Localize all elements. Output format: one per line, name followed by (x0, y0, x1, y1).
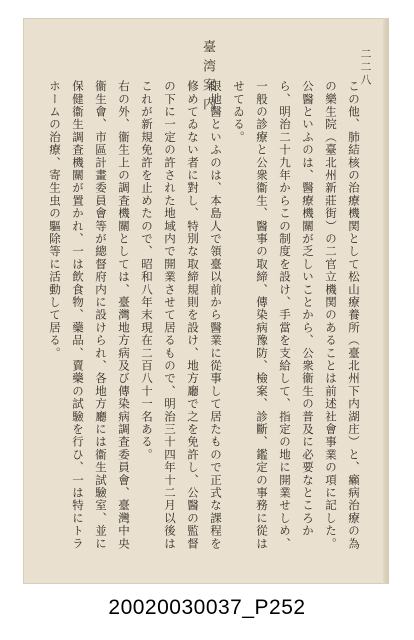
page-number: 二二八 (359, 48, 372, 87)
paragraph: 右の外、衞生上の調査機關としては、臺灣地方病及び傳染病調査委員會、臺灣中央衞生會、市區計畫委員會等が總督府内に設けられ、各地方廳には衞生試驗室、並に保健衞生調査機關が置かれ、一は飲食物、藥品、賣藥の試驗を行ひ、一は特にトラホームの治療、寄生虫の驅除等に活動して居る。 (48, 80, 131, 550)
paragraph: この他、肺結核の治療機関として松山療養所（臺北州下内湖庄）と、癩病治療の為の樂生院（臺北州新莊街）の二官立機関のあることは前述社會事業の項に記した。 (324, 80, 361, 550)
page-edge (383, 18, 389, 584)
paragraph: 公醫といふのは、醫療機關が乏しいことから、公衆衞生の普及に必要なところから、明治二十九年からこの制度を設け、手當を支給して、指定の地に開業せしめ、一般の診療と公衆衞生、醫事の取締、傳染病豫防、檢案、診斷、鑑定の事務に從はせてゐる。 (232, 80, 315, 550)
paragraph: 限地醫といふのは、本島人で領臺以前から醫業に從事して居たもので正式な課程を修めてゐない者に對し、特別な取締規則を設け、地方廳で之を免許し、公醫の監督の下に一定の許された地域内で開業させて居るもので、明治三十四年十二月以後はこれが新規免許を止めたので、昭和八年末現在二百八十一名ある。 (140, 80, 223, 550)
image-id-caption: 20020030037_P252 (108, 596, 306, 619)
page-body-text (48, 80, 365, 550)
running-header: 臺湾案内 (200, 40, 215, 116)
scanned-book-page (23, 18, 389, 584)
